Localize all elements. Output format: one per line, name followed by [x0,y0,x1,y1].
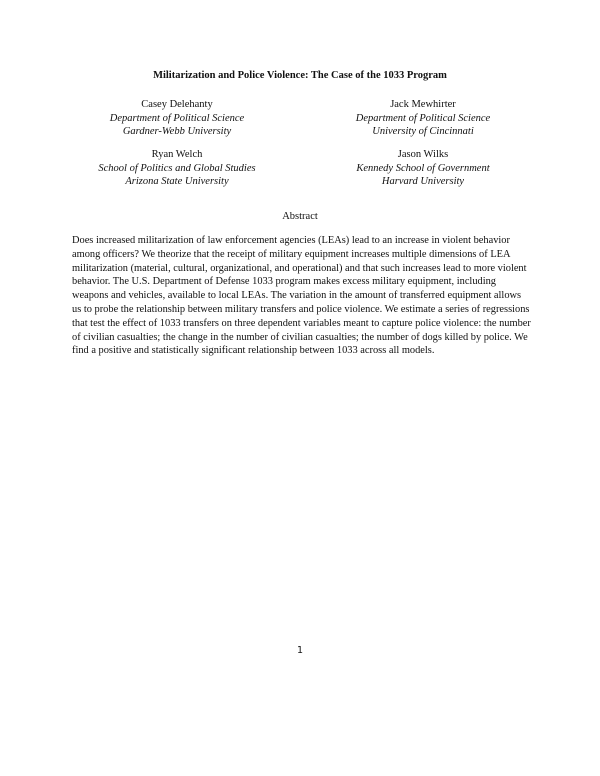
author-name: Jack Mewhirter [390,99,456,110]
abstract-heading: Abstract [282,211,318,222]
author-name: Jason Wilks [397,149,449,160]
author-name: Casey Delehanty [141,99,213,110]
author-department: Kennedy School of Government [356,162,490,174]
abstract-body: Does increased militarization of law enforcement agencies (LEAs) lead to an increase in violent behavior among officers? We theorize that the receipt of military equipment increases multiple dimensions of LEA militarization (material, cultural, organizational, and operational) and that such increases lead to more violent behavior. The U.S. Department of Defense 1033 program makes excess military equipment, including weapons and vehicles, available to local LEAs. The variation in the amount of transferred equipment allows us to probe the relationship between military transfers and police violence. We estimate a series of regressions that test the effect of 1033 transfers on three dependent variables meant to capture police violence: the number of civilian casualties; the change in the number of civilian casualties; the number of dogs killed by police. We find a positive and statistically significant relationship between 1033 across all models. [72,235,531,357]
author-block-1 [47,98,307,139]
author-block-2 [293,98,553,139]
author-block-3 [47,148,307,189]
page-number: 1 [296,645,304,656]
author-institution: Harvard University [381,176,465,188]
author-institution: Arizona State University [125,176,229,188]
author-institution: University of Cincinnati [372,126,474,138]
author-institution: Gardner-Webb University [122,126,232,138]
author-block-4 [293,148,553,189]
author-department: Department of Political Science [109,112,245,124]
author-department: Department of Political Science [355,112,491,124]
paper-title: Militarization and Police Violence: The Case of the 1033 Program [153,70,447,81]
author-name: Ryan Welch [151,149,203,160]
author-department: School of Politics and Global Studies [98,162,256,174]
